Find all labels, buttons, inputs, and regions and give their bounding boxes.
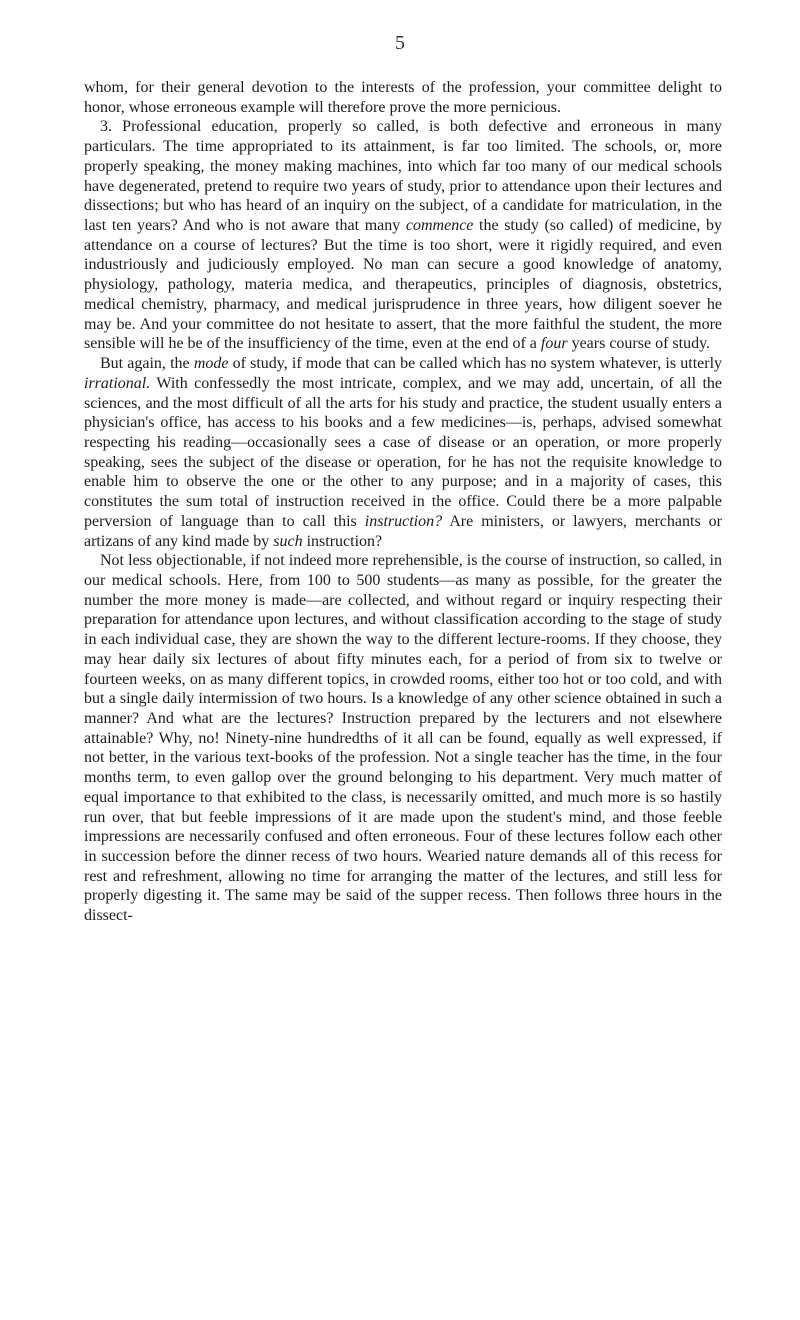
paragraph-mode <box>84 354 722 551</box>
text-run: whom, for their general devotion to the interests of the profession, your committee delight to honor, whose erroneous example will therefore prove the more pernicious. <box>84 79 722 116</box>
italic-text: irrational. <box>84 374 151 392</box>
body-text <box>84 78 722 926</box>
text-run: years course of study. <box>567 335 711 353</box>
italic-text: four <box>540 335 568 353</box>
paragraph-lectures <box>84 551 722 926</box>
page-number: 5 <box>395 32 405 54</box>
paragraph-section-3 <box>84 117 722 354</box>
paragraph-continuation <box>84 78 722 117</box>
text-run: 3. Professional education, properly so called, is both defective and erroneous in many particulars. The time appropriated to its attainment, is far too limited. The schools, or, more properly speaking, the money making machines, into which far too many of our medical schools have degenerated, pretend to require two years of study, prior to attendance upon their lectures and dissections; but who has heard of an inquiry on the subject, of a candidate for matriculation, in the last ten years? And who is not aware that many <box>84 118 722 235</box>
text-run: Not less objectionable, if not indeed more reprehensible, is the course of instruction, so called, in our medical schools. Here, from 100 to 500 students—as many as possible, for the greater the number the more money is made—are collected, and without regard or inquiry respecting their preparation for attendance upon lectures, and without classification according to the stage of study in each individual case, they are shown the way to the different lecture-rooms. If they choose, they may hear daily six lectures of about fifty minutes each, for a period of from six to twelve or fourteen weeks, on as many different topics, in crowded rooms, either too hot or too cold, and with but a single daily intermission of two hours. Is a knowledge of any other science obtained in such a manner? And what are the lectures? Instruction prepared by the lecturers and not elsewhere attainable? Why, no! Ninety-nine hundredths of it all can be found, equally as well expressed, if not better, in the various text-books of the profession. Not a single teacher has the time, in the four months term, to even gallop over the ground belonging to his department. Very much matter of equal importance to that exhibited to the class, is necessarily omitted, and much more is so hastily run over, that but feeble impressions of it are made upon the student's mind, and those feeble impressions are necessarily confused and often erroneous. Four of these lectures follow each other in succession before the dinner recess of two hours. Wearied nature demands all of this recess for rest and refreshment, allowing no time for arranging the matter of the lectures, and still less for properly digesting it. The same may be said of the supper recess. Then follows three hours in the dissect- <box>84 552 722 925</box>
italic-text: commence <box>405 217 474 235</box>
italic-text: such <box>273 532 303 550</box>
italic-text: instruction? <box>364 512 443 530</box>
text-run: With confessedly the most intricate, complex, and we may add, uncertain, of all the sciences, and the most difficult of all the arts for his study and practice, the student usually enters a physician's office, has access to his books and a few medicines—is, perhaps, advised somewhat respecting his reading—occasionally sees a case of disease or an operation, or more properly speaking, sees the subject of the disease or operation, for he has not the requisite knowledge to enable him to observe the one or the other to any purpose; and in a majority of cases, this constitutes the sum total of instruction received in the office. Could there be a more palpable perversion of language than to call this <box>84 374 722 530</box>
text-run: instruction? <box>302 532 383 550</box>
italic-text: mode <box>193 355 229 373</box>
text-run: the study (so called) of medicine, by attendance on a course of lectures? But the time is too short, were it rigidly required, and even industriously and judiciously employed. No man can secure a good knowledge of anatomy, physiology, pathology, materia medica, and therapeutics, principles of diagnosis, obstetrics, medical chemistry, pharmacy, and medical jurisprudence in three years, how diligent soever he may be. And your committee do not hesitate to assert, that the more faithful the student, the more sensible will he be of the insufficiency of the time, even at the end of a <box>84 217 723 353</box>
text-run: Are ministers, or lawyers, merchants or artizans of any kind made by <box>84 512 722 550</box>
text-run: of study, if mode that can be called which has no system whatever, is utterly <box>228 355 723 373</box>
text-run: But again, the <box>100 355 194 373</box>
